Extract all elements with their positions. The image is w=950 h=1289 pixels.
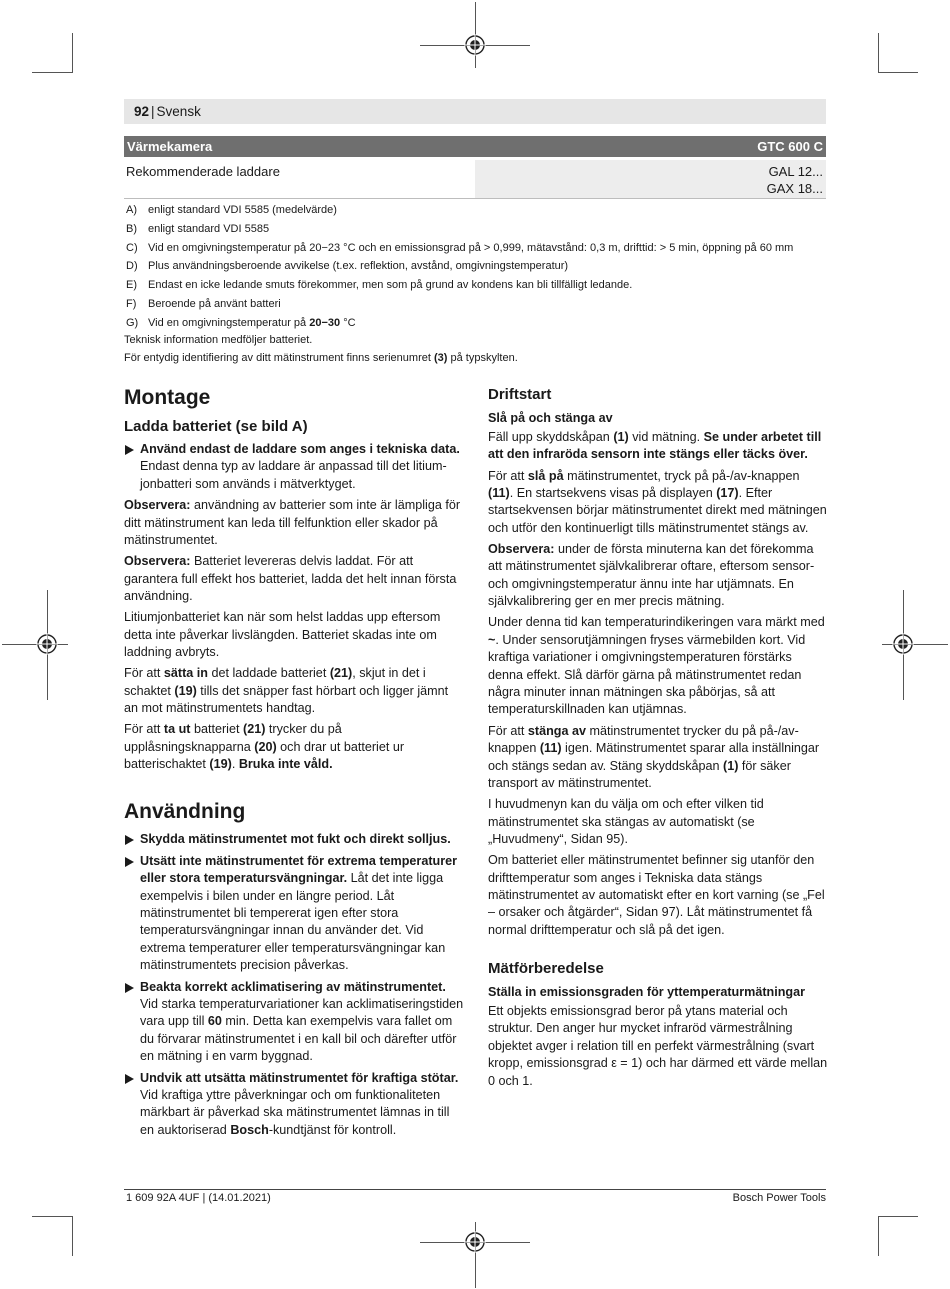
paragraph: För att sätta in det laddade batteriet (21), skjut in det i schaktet (19) tills det snäpper fast hörbart och ligger jämnt an mot mätinstrumentets handtag. bbox=[124, 666, 449, 716]
footnote: E) Endast en icke ledande smuts förekommer, men som på grund av kondens kan bli tillfälligt ledande. bbox=[126, 279, 633, 292]
crop-mark bbox=[878, 1216, 879, 1256]
crop-mark bbox=[878, 1216, 918, 1217]
crop-mark bbox=[878, 33, 879, 73]
registration-mark-icon bbox=[36, 633, 58, 655]
bullet-item: Beakta korrekt acklimatisering av mätinstrumentet. Vid starka temperaturvariationer kan acklimatiseringstiden vara upp till 60 min. Detta kan exempelvis vara fallet om du förvarar mätinstrumentet i en kall bil och därefter utför en mätning i en varm byggnad. bbox=[124, 979, 464, 1066]
bullet-triangle-icon bbox=[125, 1074, 134, 1084]
registration-mark-icon bbox=[464, 34, 486, 56]
header-language: Svensk bbox=[156, 104, 201, 119]
crop-mark bbox=[32, 72, 72, 73]
paragraph: För att slå på mätinstrumentet, tryck på på-/av-knappen (11). En startsekvens visas på displayen (17). Efter startsekvensen börjar mätinstrumentet direkt med mätningen och utför den kontinuerligt tills mätinstrumentet stängs av. bbox=[488, 468, 827, 535]
footnote: B) enligt standard VDI 5585 bbox=[126, 222, 270, 235]
bullet-item: Skydda mätinstrumentet mot fukt och direkt solljus. bbox=[124, 831, 464, 848]
crop-mark bbox=[2, 644, 68, 645]
footer-doc-number: 1 609 92A 4UF | (14.01.2021) bbox=[126, 1192, 271, 1204]
footnote: A) enligt standard VDI 5585 (medelvärde) bbox=[126, 204, 337, 216]
crop-mark bbox=[72, 33, 73, 73]
paragraph: Observera: under de första minuterna kan det förekomma att mätinstrumentet självkalibrerar oftare, eftersom sensor- och omgivningstemperatur ännu inte har utjämnats. En självkalibrering ger en mer precis mätning. bbox=[488, 542, 815, 609]
paragraph: Om batteriet eller mätinstrumentet befinner sig utanför den drifttemperatur som anges i Tekniska data stängs mätinstrumentet av automatiskt efter en kort varning (se „Fel – orsaker och åtgärder“, Sidan 97). Låt mätinstrumentet få normal drifttemperatur och slå på det igen. bbox=[488, 853, 825, 937]
footnote: D) Plus användningsberoende avvikelse (t.ex. reflektion, avstånd, omgivningstemperatur) bbox=[126, 260, 569, 273]
subsection-title-emissivity: Ställa in emissionsgraden för yttemperaturmätningar bbox=[488, 984, 806, 999]
spec-row-value: GAX 18... bbox=[766, 181, 823, 196]
footnote: C) Vid en omgivningstemperatur på 20−23 °C och en emissionsgrad på > 0,999, mätavstånd: 0,3 m, drifttid: > 5 min, öppning på 60 mm bbox=[126, 241, 794, 254]
paragraph: I huvudmenyn kan du välja om och efter vilken tid mätinstrumentet ska stängas av automatiskt (se „Huvudmeny“, Sidan 95). bbox=[488, 797, 764, 846]
technical-note: Teknisk information medföljer batteriet. bbox=[124, 334, 313, 346]
footer-brand: Bosch Power Tools bbox=[732, 1192, 826, 1204]
paragraph: För att ta ut batteriet (21) trycker du på upplåsningsknapparna (20) och drar ut batteriet ur batterischaktet (19). Bruka inte våld. bbox=[124, 722, 405, 772]
bullet-triangle-icon bbox=[125, 835, 134, 845]
bullet-triangle-icon bbox=[125, 445, 134, 455]
left-column bbox=[124, 385, 464, 1143]
right-column bbox=[488, 385, 828, 1094]
bullet-triangle-icon bbox=[125, 983, 134, 993]
serial-note: För entydig identifiering av ditt mätinstrument finns serienumret (3) på typskylten. bbox=[124, 352, 518, 364]
crop-mark bbox=[72, 1216, 73, 1256]
subsection-title-charge: Ladda batteriet (se bild A) bbox=[124, 418, 308, 435]
section-title-prep: Mätförberedelse bbox=[488, 959, 604, 977]
paragraph: Fäll upp skyddskåpan (1) vid mätning. Se under arbetet till att den infraröda sensorn inte stängs eller täcks över. bbox=[488, 430, 822, 462]
registration-mark-icon bbox=[892, 633, 914, 655]
spec-table-row bbox=[124, 160, 826, 199]
bullet-item: Använd endast de laddare som anges i tekniska data. Endast denna typ av laddare är anpassad till det litiumjonbatteri som används i mätverktyget. bbox=[124, 441, 464, 493]
spec-table-header bbox=[124, 136, 826, 157]
bullet-triangle-icon bbox=[125, 857, 134, 867]
subsection-title-onoff: Slå på och stänga av bbox=[488, 411, 613, 425]
spec-row-value: GAL 12... bbox=[768, 164, 823, 179]
page-header bbox=[124, 99, 826, 124]
bullet-item: Undvik att utsätta mätinstrumentet för kraftiga stötar. Vid kraftiga yttre påverkningar och om funktionaliteten märkbart är påverkad ska mätinstrumentet lämnas in till en auktoriserad Bosch-kundtjänst för kontroll. bbox=[124, 1070, 464, 1140]
header-separator: | bbox=[151, 104, 155, 119]
spec-table-model: GTC 600 C bbox=[757, 139, 823, 154]
section-title-montage: Montage bbox=[124, 386, 211, 409]
paragraph: För att stänga av mätinstrumentet trycker du på på-/av-knappen (11) igen. Mätinstrumentet sparar alla inställningar och stängs sedan av. Stäng skyddskåpan (1) för säker transport av mätinstrumentet. bbox=[488, 723, 820, 790]
footnote-list bbox=[126, 201, 826, 333]
section-title-drift: Driftstart bbox=[488, 386, 552, 403]
bullet-item: Utsätt inte mätinstrumentet för extrema temperaturer eller stora temperatursvängningar. Låt det inte ligga exempelvis i bilen under en längre period. Låt mätinstrumentet bli tempererat igen efter stora temperatursvängningar innan du använder det. Vid extrema temperaturer eller temperatursvängningar kan mätinstrumentets precision påverkas. bbox=[124, 853, 464, 975]
footnote: G) Vid en omgivningstemperatur på 20−30 °C bbox=[126, 316, 356, 329]
page-number: 92 bbox=[134, 104, 150, 119]
registration-mark-icon bbox=[464, 1231, 486, 1253]
paragraph: Observera: användning av batterier som inte är lämpliga för ditt mätinstrument kan leda till felfunktion eller skador på mätinstrumentet. bbox=[124, 498, 461, 548]
spec-row-label: Rekommenderade laddare bbox=[126, 164, 280, 179]
paragraph: Ett objekts emissionsgrad beror på ytans material och struktur. Den anger hur mycket infraröd värmestrålning objektet avger i relation till en perfekt värmestrålning (svart kropp, emissionsgrad ε = 1) och har därmed ett värde mellan 0 och 1. bbox=[488, 1003, 828, 1088]
spec-table-title: Värmekamera bbox=[127, 139, 213, 154]
spec-row-value-cell bbox=[475, 160, 826, 198]
tilde-symbol: ~ bbox=[488, 632, 496, 647]
footnote: F) Beroende på använt batteri bbox=[126, 297, 281, 310]
crop-mark bbox=[878, 72, 918, 73]
crop-mark bbox=[32, 1216, 72, 1217]
paragraph: Litiumjonbatteriet kan när som helst laddas upp eftersom detta inte påverkar livslängden. Batteriet skadas inte om laddning avbryts. bbox=[124, 610, 441, 660]
section-title-usage: Användning bbox=[124, 800, 246, 824]
footer-divider bbox=[124, 1189, 826, 1190]
paragraph: Under denna tid kan temperaturindikeringen vara märkt med ~. Under sensorutjämningen fryses värmebilden kort. Vid kraftiga variationer i omgivningstemperaturen förstärks denna effekt. Slå därför gärna på mätinstrumentet redan några minuter innan mätningen ska påbörjas, så att temperaturskillnaden kan utjämnas. bbox=[488, 615, 825, 717]
paragraph: Observera: Batteriet levereras delvis laddat. För att garantera full effekt hos batteriet, ladda det helt innan första användning. bbox=[124, 554, 457, 604]
